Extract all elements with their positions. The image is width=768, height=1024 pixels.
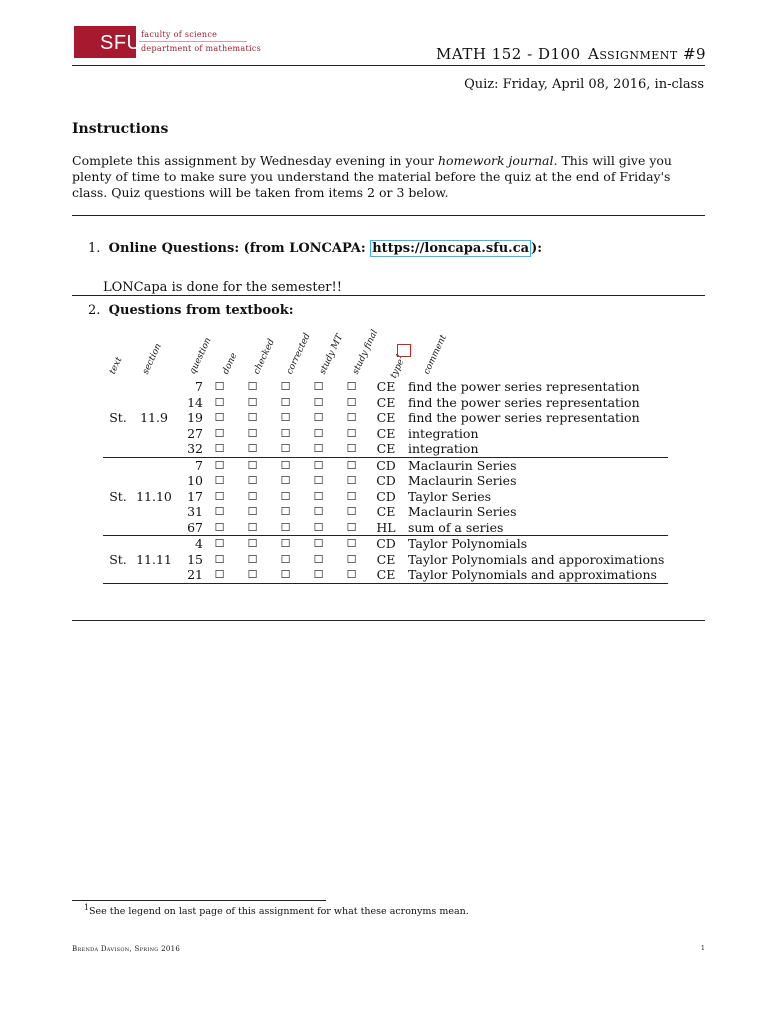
checkbox-done[interactable]: ☐ [203, 441, 236, 457]
checkbox-study-final[interactable]: ☐ [346, 505, 357, 518]
checkbox-corrected[interactable]: ☐ [280, 537, 291, 550]
table-row [103, 567, 668, 583]
checkbox-study-mt[interactable]: ☐ [313, 537, 324, 550]
col-header-section: section [140, 342, 164, 376]
cell-section [133, 504, 175, 520]
table-row [103, 379, 668, 395]
instructions-heading: Instructions [72, 121, 169, 137]
cell-text [103, 473, 133, 489]
item-textbook-questions: 2. Questions from textbook: [88, 303, 294, 318]
cell-text: St. [109, 488, 127, 504]
checkbox-study-final[interactable]: ☐ [335, 567, 368, 583]
cell-type: CE [376, 394, 396, 410]
cell-section [133, 395, 175, 411]
col-header-comment: comment [421, 333, 449, 376]
logo-divider [139, 41, 247, 42]
col-header-corrected: corrected [284, 331, 313, 376]
cell-type: CE [376, 410, 396, 425]
table-row [103, 552, 668, 568]
checkbox-study-final[interactable]: ☐ [335, 520, 368, 536]
checkbox-corrected[interactable]: ☐ [269, 441, 302, 457]
checkbox-done[interactable]: ☐ [214, 474, 225, 487]
checkbox-study-final[interactable]: ☐ [346, 380, 357, 393]
cell-type: HL [368, 520, 404, 536]
table-row [103, 536, 668, 552]
table-row [103, 410, 668, 426]
bottom-rule [72, 620, 705, 621]
footnote: $^1$See the legend on last page of this assignment for what these acronyms mean. [84, 903, 469, 918]
footnote-rule [72, 900, 326, 901]
cell-type: CE [376, 425, 396, 441]
checkbox-corrected[interactable]: ☐ [280, 474, 291, 487]
checkbox-checked[interactable]: ☐ [247, 458, 258, 472]
cell-type: CD [376, 488, 396, 504]
checkbox-study-mt[interactable]: ☐ [302, 441, 335, 457]
checkbox-corrected[interactable]: ☐ [280, 489, 291, 503]
checkbox-study-final[interactable]: ☐ [346, 411, 357, 424]
cell-comment: Taylor Polynomials and apporoximations [408, 551, 665, 567]
checkbox-corrected[interactable]: ☐ [280, 395, 291, 409]
table-row [103, 426, 668, 442]
table-row [103, 441, 668, 457]
checkbox-done[interactable]: ☐ [214, 505, 225, 518]
cell-text [103, 395, 133, 411]
cell-type: CD [376, 473, 396, 488]
loncapa-note: LONCapa is done for the semester!! [103, 280, 342, 295]
cell-question: 10 [187, 473, 203, 488]
checkbox-checked[interactable]: ☐ [247, 489, 258, 503]
cell-question: 17 [187, 488, 203, 504]
cell-type: CE [368, 441, 404, 457]
checkbox-corrected[interactable]: ☐ [280, 458, 291, 472]
loncapa-link[interactable]: https://loncapa.sfu.ca [372, 241, 530, 256]
checkbox-study-mt[interactable]: ☐ [313, 380, 324, 393]
cell-question: 32 [175, 441, 203, 457]
cell-comment: Maclaurin Series [408, 457, 517, 473]
cell-section [133, 536, 175, 552]
footnote-highlight-box [397, 344, 411, 357]
checkbox-study-final[interactable]: ☐ [346, 537, 357, 550]
checkbox-checked[interactable]: ☐ [236, 567, 269, 583]
cell-question: 7 [195, 457, 203, 473]
col-header-checked: checked [251, 337, 277, 376]
table-row [103, 473, 668, 489]
cell-section [133, 379, 175, 395]
logo-faculty-text: faculty of science [141, 30, 218, 39]
cell-section: 11.9 [140, 410, 168, 425]
checkbox-study-final[interactable]: ☐ [346, 552, 357, 566]
cell-question: 21 [175, 567, 203, 583]
checkbox-corrected[interactable]: ☐ [280, 505, 291, 518]
col-header-type: type$^1$ [388, 351, 407, 380]
cell-text [103, 426, 133, 442]
cell-comment: Maclaurin Series [408, 504, 517, 519]
col-header-study-mt: study MT [317, 332, 346, 376]
checkbox-study-mt[interactable]: ☐ [302, 567, 335, 583]
cell-text [103, 504, 133, 520]
checkbox-done[interactable]: ☐ [214, 395, 225, 409]
cell-text [103, 379, 133, 395]
cell-section: 11.11 [136, 551, 172, 567]
cell-section [133, 441, 175, 457]
cell-text [103, 457, 133, 473]
checkbox-checked[interactable]: ☐ [247, 411, 258, 424]
checkbox-study-final[interactable]: ☐ [346, 426, 357, 440]
cell-section [133, 426, 175, 442]
checkbox-checked[interactable]: ☐ [247, 537, 258, 550]
quiz-date: Quiz: Friday, April 08, 2016, in-class [464, 77, 704, 92]
cell-question: 27 [187, 425, 203, 441]
checkbox-study-final[interactable]: ☐ [346, 489, 357, 503]
checkbox-study-mt[interactable]: ☐ [313, 552, 324, 566]
cell-type: CE [376, 551, 396, 567]
checkbox-study-mt[interactable]: ☐ [313, 458, 324, 472]
cell-comment: find the power series representation [408, 379, 640, 394]
cell-text: St. [109, 410, 127, 425]
assignment-title: Assignment #9 [588, 45, 707, 63]
checkbox-corrected[interactable]: ☐ [280, 380, 291, 393]
section-rule [72, 215, 705, 216]
cell-text: St. [109, 551, 127, 567]
table-row [103, 520, 668, 536]
checkbox-done[interactable]: ☐ [214, 426, 225, 440]
cell-type: CD [376, 457, 396, 473]
cell-comment: Maclaurin Series [408, 473, 517, 488]
checkbox-done[interactable]: ☐ [214, 458, 225, 472]
cell-question: 67 [175, 520, 203, 536]
cell-type: CE [376, 504, 396, 519]
checkbox-corrected[interactable]: ☐ [280, 411, 291, 424]
checkbox-checked[interactable]: ☐ [247, 380, 258, 393]
cell-comment: find the power series representation [408, 410, 640, 425]
checkbox-done[interactable]: ☐ [214, 380, 225, 393]
checkbox-study-mt[interactable]: ☐ [313, 489, 324, 503]
instructions-text: Complete this assignment by Wednesday evening in your homework journal. This will give you plenty of time to make sure you understand the material before the quiz at the end of Friday's class. Quiz questions will be taken from items 2 or 3 below. [72, 153, 672, 200]
sfu-logo: SFU [74, 26, 136, 58]
col-header-text: text [107, 355, 125, 376]
cell-section [133, 457, 175, 473]
checkbox-done[interactable]: ☐ [214, 489, 225, 503]
cell-question: 7 [195, 379, 203, 394]
checkbox-checked[interactable]: ☐ [247, 426, 258, 440]
checkbox-checked[interactable]: ☐ [236, 520, 269, 536]
col-header-study-final: study final [350, 328, 381, 376]
cell-type: CE [376, 379, 396, 394]
cell-comment: find the power series representation [408, 394, 640, 410]
footer-author: Brenda Davison, Spring 2016 [72, 945, 181, 953]
item-rule [72, 295, 705, 296]
cell-question: 14 [187, 394, 203, 410]
checkbox-corrected[interactable]: ☐ [269, 567, 302, 583]
cell-text [103, 520, 133, 536]
checkbox-checked[interactable]: ☐ [247, 474, 258, 487]
checkbox-checked[interactable]: ☐ [247, 395, 258, 409]
cell-section [133, 473, 175, 489]
cell-text [103, 441, 133, 457]
cell-question: 4 [195, 536, 203, 551]
col-header-question: question [187, 336, 214, 376]
checkbox-done[interactable]: ☐ [214, 537, 225, 550]
logo-department-text: department of mathematics [141, 44, 262, 53]
table-row [103, 395, 668, 411]
checkbox-study-final[interactable]: ☐ [346, 395, 357, 409]
cell-text [103, 536, 133, 552]
cell-comment: sum of a series [404, 520, 668, 536]
item-online-questions: 1. Online Questions: (from LONCAPA: https://loncapa.sfu.ca ): [88, 241, 543, 256]
checkbox-checked[interactable]: ☐ [247, 505, 258, 518]
checkbox-study-mt[interactable]: ☐ [302, 520, 335, 536]
cell-comment: Taylor Polynomials and approximations [404, 567, 668, 583]
checkbox-study-final[interactable]: ☐ [335, 441, 368, 457]
checkbox-study-mt[interactable]: ☐ [313, 474, 324, 487]
cell-comment: integration [404, 441, 668, 457]
checkbox-done[interactable]: ☐ [203, 567, 236, 583]
cell-question: 19 [187, 410, 203, 425]
cell-comment: integration [408, 425, 479, 441]
col-header-done: done [220, 351, 240, 376]
page-number: 1 [701, 945, 705, 952]
table-row [103, 489, 668, 505]
checkbox-checked[interactable]: ☐ [236, 441, 269, 457]
cell-section: 11.10 [136, 488, 172, 504]
cell-question: 15 [187, 551, 203, 567]
cell-type: CD [376, 536, 396, 551]
header-rule [72, 65, 705, 66]
checkbox-corrected[interactable]: ☐ [269, 520, 302, 536]
checkbox-checked[interactable]: ☐ [247, 552, 258, 566]
questions-table [103, 379, 668, 584]
cell-section [133, 567, 175, 583]
checkbox-done[interactable]: ☐ [214, 552, 225, 566]
cell-section [133, 520, 175, 536]
course-title: MATH 152 - D100 [436, 45, 581, 63]
checkbox-study-final[interactable]: ☐ [346, 458, 357, 472]
checkbox-study-mt[interactable]: ☐ [313, 426, 324, 440]
cell-comment: Taylor Series [408, 488, 492, 504]
checkbox-corrected[interactable]: ☐ [280, 552, 291, 566]
checkbox-study-mt[interactable]: ☐ [313, 395, 324, 409]
cell-text [103, 567, 133, 583]
checkbox-study-final[interactable]: ☐ [346, 474, 357, 487]
cell-comment: Taylor Polynomials [408, 536, 528, 551]
checkbox-corrected[interactable]: ☐ [280, 426, 291, 440]
checkbox-done[interactable]: ☐ [203, 520, 236, 536]
cell-question: 31 [187, 504, 203, 519]
table-row [103, 504, 668, 520]
checkbox-study-mt[interactable]: ☐ [313, 411, 324, 424]
checkbox-done[interactable]: ☐ [214, 411, 225, 424]
table-row [103, 457, 668, 473]
checkbox-study-mt[interactable]: ☐ [313, 505, 324, 518]
cell-type: CE [368, 567, 404, 583]
